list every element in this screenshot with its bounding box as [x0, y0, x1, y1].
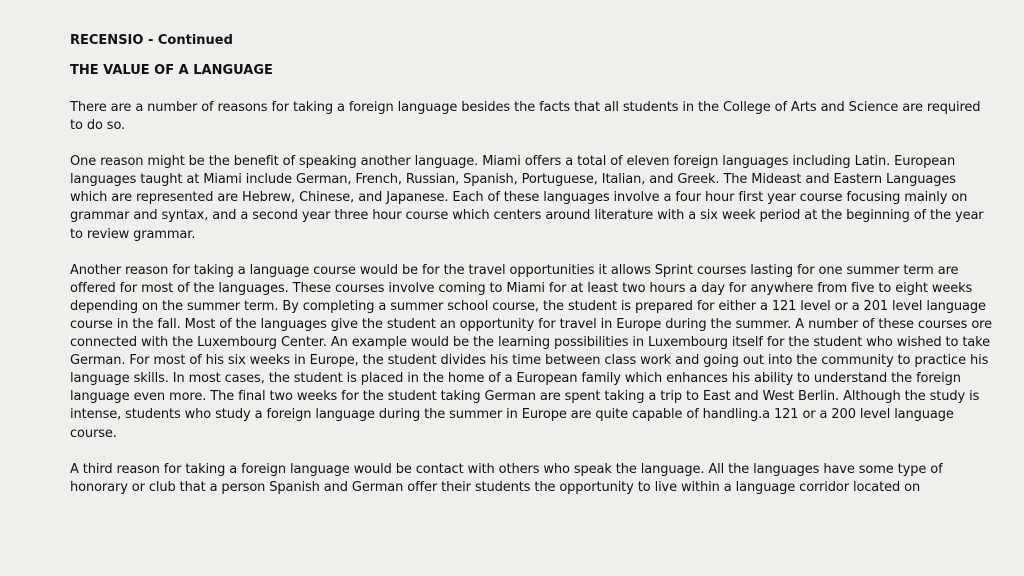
article-title: THE VALUE OF A LANGUAGE	[70, 63, 273, 78]
paragraph-reason-one: One reason might be the benefit of speaking another language. Miami offers a total of eleven foreign languages including Latin. European languages taught at Miami include German, French, Russian, Spanish, Portuguese, Italian, and Greek. The Mideast and Eastern Languages which are represented are Hebrew, Chinese, and Japanese. Each of these languages involve a four hour first year course focusing mainly on grammar and syntax, and a second year three hour course which centers around literature with a six week period at the beginning of the year to review grammar.	[70, 154, 984, 242]
section-title: RECENSIO - Continued	[70, 33, 233, 48]
document-page	[70, 32, 995, 497]
paragraph-reason-two: Another reason for taking a language course would be for the travel opportunities it allows Sprint courses lasting for one summer term are offered for most of the languages. These courses involve coming to Miami for at least two hours a day for anywhere from five to eight weeks depending on the summer term. By completing a summer school course, the student is prepared for either a 121 level or a 201 level language course in the fall. Most of the languages give the student an opportunity for travel in Europe during the summer. A number of these courses ore connected with the Luxembourg Center. An example would be the learning possibilities in Luxembourg itself for the student who wished to take German. For most of his six weeks in Europe, the student divides his time between class work and going out into the community to practice his language skills. In most cases, the student is placed in the home of a European family which enhances his ability to understand the foreign language even more. The final two weeks for the student taking German are spent taking a trip to East and West Berlin. Although the study is intense, students who study a foreign language during the summer in Europe are quite capable of handling.a 121 or a 200 level language course.	[70, 262, 992, 441]
paragraph-reason-three: A third reason for taking a foreign language would be contact with others who speak the language. All the languages have some type of honorary or club that a person Spanish and German offer their students the opportunity to live within a language corridor located on	[70, 461, 943, 495]
paragraph-intro: There are a number of reasons for taking a foreign language besides the facts that all students in the College of Arts and Science are required to do so.	[70, 100, 981, 134]
